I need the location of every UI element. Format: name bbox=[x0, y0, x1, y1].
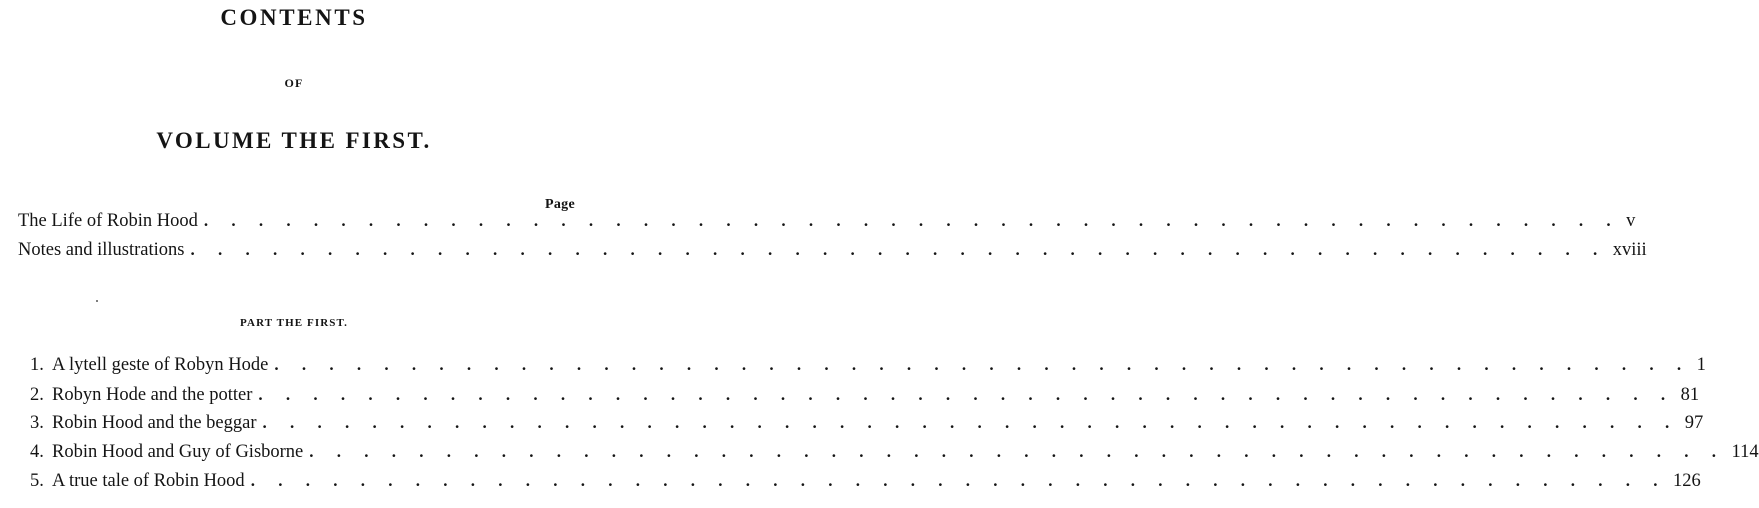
toc-entry-number: 5. bbox=[30, 471, 44, 491]
dot-leader: . . . . . . . . . . . . . . . . . . . . . . . . . . . . . . . . . . . . . . . . . . . . . . . . . . . . bbox=[258, 385, 1675, 404]
toc-entry-title: Robin Hood and Guy of Gisborne bbox=[52, 442, 304, 462]
dot-leader: . . . . . . . . . . . . . . . . . . . . . . . . . . . . . . . . . . . . . . . . . . . . . . . . . . . . bbox=[309, 442, 1726, 461]
toc-entry-number: 3. bbox=[30, 413, 44, 433]
volume-title: VOLUME THE FIRST. bbox=[156, 128, 432, 153]
toc-entry-2 bbox=[30, 385, 1700, 406]
toc-entry-page: 81 bbox=[1680, 385, 1700, 405]
toc-entry-title: The Life of Robin Hood bbox=[18, 211, 198, 231]
page-column-label: Page bbox=[545, 197, 575, 212]
toc-entry-page: 1 bbox=[1696, 355, 1706, 375]
toc-entry-title: A true tale of Robin Hood bbox=[52, 471, 245, 491]
dot-leader: . . . . . . . . . . . . . . . . . . . . . . . . . . . . . . . . . . . . . . . . . . . . . . . . . . . . bbox=[274, 355, 1691, 374]
page-speck bbox=[96, 300, 98, 302]
dot-leader: . . . . . . . . . . . . . . . . . . . . . . . . . . . . . . . . . . . . . . . . . . . . . . . . . . . . bbox=[250, 471, 1667, 490]
toc-entry-title: A lytell geste of Robyn Hode bbox=[52, 355, 269, 375]
toc-entry-notes-and-illustrations bbox=[18, 240, 1647, 261]
dot-leader: . . . . . . . . . . . . . . . . . . . . . . . . . . . . . . . . . . . . . . . . . . . . . . . . . . . . bbox=[203, 211, 1621, 230]
toc-entry-number: 4. bbox=[30, 442, 44, 462]
toc-entry-page: 114 bbox=[1731, 442, 1759, 462]
toc-entry-number: 1. bbox=[30, 355, 44, 375]
toc-entry-3 bbox=[30, 413, 1704, 434]
toc-entry-life-of-robin-hood bbox=[18, 211, 1636, 232]
contents-title: CONTENTS bbox=[220, 5, 368, 30]
part-heading: PART THE FIRST. bbox=[240, 317, 348, 329]
toc-entry-page: 97 bbox=[1684, 413, 1704, 433]
toc-entry-5 bbox=[30, 471, 1701, 492]
toc-entry-number: 2. bbox=[30, 385, 44, 405]
toc-entry-4 bbox=[30, 442, 1759, 463]
toc-entry-page: 126 bbox=[1672, 471, 1701, 491]
toc-entry-1 bbox=[30, 355, 1706, 376]
toc-entry-title: Notes and illustrations bbox=[18, 240, 185, 260]
dot-leader: . . . . . . . . . . . . . . . . . . . . . . . . . . . . . . . . . . . . . . . . . . . . . . . . . . . . bbox=[262, 413, 1679, 432]
toc-entry-page: v bbox=[1626, 211, 1636, 231]
toc-entry-title: Robyn Hode and the potter bbox=[52, 385, 253, 405]
of-subtitle: OF bbox=[284, 76, 304, 90]
toc-entry-page: xviii bbox=[1612, 240, 1647, 260]
toc-entry-title: Robin Hood and the beggar bbox=[52, 413, 257, 433]
dot-leader: . . . . . . . . . . . . . . . . . . . . . . . . . . . . . . . . . . . . . . . . . . . . . . . . . . . . bbox=[190, 240, 1607, 259]
